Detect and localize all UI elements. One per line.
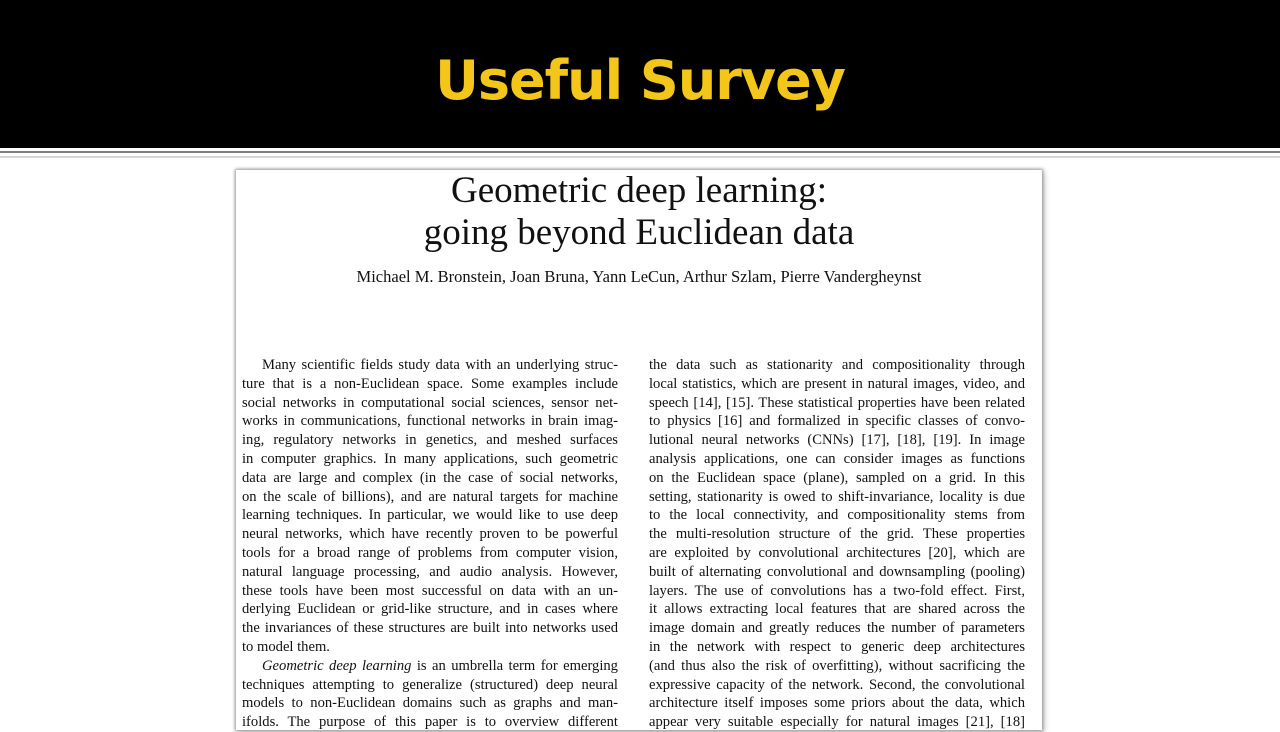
paper-text-line: social networks in computational social sciences, sensor net- <box>242 394 618 411</box>
paper-text-line: works in communications, functional networks in brain imag- <box>242 413 618 430</box>
paper-text-line: techniques attempting to generalize (structured) deep neural <box>242 676 618 693</box>
paper-text-line: learning techniques. In particular, we would like to use deep <box>242 507 618 524</box>
paper-text-line: on the Euclidean space (plane), sampled on a grid. In this <box>649 469 1025 486</box>
paper-text-line: architecture itself imposes some priors about the data, which <box>649 695 1025 712</box>
paper-title-line-2: going beyond Euclidean data <box>423 212 855 253</box>
emphasized-term: Geometric deep learning <box>262 657 412 674</box>
paper-text-line: ing, regulatory networks in genetics, and meshed surfaces <box>242 432 618 449</box>
paper-text-line: natural language processing, and audio analysis. However, <box>242 563 618 580</box>
paper-left-column <box>242 356 618 732</box>
paper-text-line: these tools have been most successful on data with an un- <box>242 582 618 599</box>
paper-text-line: to the local connectivity, and compositionality stems from <box>649 507 1025 524</box>
paper-text-line: layers. The use of convolutions has a two-fold effect. First, <box>649 582 1025 599</box>
paper-text-line: ifolds. The purpose of this paper is to overview different <box>242 714 618 731</box>
paper-authors: Michael M. Bronstein, Joan Bruna, Yann LeCun, Arthur Szlam, Pierre Vandergheynst <box>356 267 922 286</box>
paper-text-line: data are large and complex (in the case of social networks, <box>242 469 618 486</box>
paper-title <box>236 170 1042 254</box>
paper-text-line: it allows extracting local features that are shared across the <box>649 601 1025 618</box>
paper-text-line: derlying Euclidean or grid-like structure, and in cases where <box>242 601 618 618</box>
slide-title: Useful Survey <box>435 49 845 112</box>
paper-title-line-1: Geometric deep learning: <box>451 170 827 211</box>
paper-text-line: in the network with respect to generic deep architectures <box>649 638 1025 655</box>
paper-text-line: setting, stationarity is owed to shift-invariance, locality is due <box>649 488 1025 505</box>
paper-text-line: Many scientific fields study data with an underlying struc- <box>262 357 618 373</box>
paper-text-line: built of alternating convolutional and downsampling (pooling) <box>649 563 1025 580</box>
paper-text-line: appear very suitable especially for natural images [21], [18] <box>649 714 1025 731</box>
paper-text-line: to model them. <box>242 638 330 655</box>
paper-text-line: local statistics, which are present in natural images, video, and <box>649 375 1025 392</box>
paper-screenshot <box>236 170 1042 730</box>
paper-text-fragment: is an umbrella term for emerging <box>411 657 618 674</box>
paper-text-line: models to non-Euclidean domains such as graphs and man- <box>242 695 618 712</box>
paper-text-line: analysis applications, one can consider images as functions <box>649 450 1025 467</box>
paper-text-line: in computer graphics. In many applications, such geometric <box>242 450 618 467</box>
paper-text-line: expressive capacity of the network. Second, the convolutional <box>649 676 1025 693</box>
paper-text-line: tools for a broad range of problems from computer vision, <box>242 544 618 561</box>
paper-text-line: image domain and greatly reduces the number of parameters <box>649 620 1025 637</box>
header-divider <box>0 151 1280 153</box>
paper-text-line: on the scale of billions), and are natural targets for machine <box>242 488 618 505</box>
paper-text-line: (and thus also the risk of overfitting), without sacrificing the <box>649 657 1025 674</box>
paper-text-line: lutional neural networks (CNNs) [17], [18], [19]. In image <box>649 432 1025 449</box>
paper-text-line: to physics [16] and formalized in specific classes of convo- <box>649 413 1025 430</box>
paper-text-line: neural networks, which have recently proven to be powerful <box>242 526 618 543</box>
paper-text-line <box>242 657 618 676</box>
paper-text-line: are exploited by convolutional architectures [20], which are <box>649 544 1025 561</box>
paper-text-line: speech [14], [15]. These statistical properties have been related <box>649 394 1025 411</box>
header-divider-light <box>0 156 1280 158</box>
paper-text-line: the invariances of these structures are built into networks used <box>242 620 618 637</box>
paper-text-line: the multi-resolution structure of the grid. These properties <box>649 526 1025 543</box>
paper-text-line: ture that is a non-Euclidean space. Some examples include <box>242 375 618 392</box>
paper-text-line: the data such as stationarity and compositionality through <box>649 357 1025 373</box>
paper-right-column <box>649 356 1025 732</box>
